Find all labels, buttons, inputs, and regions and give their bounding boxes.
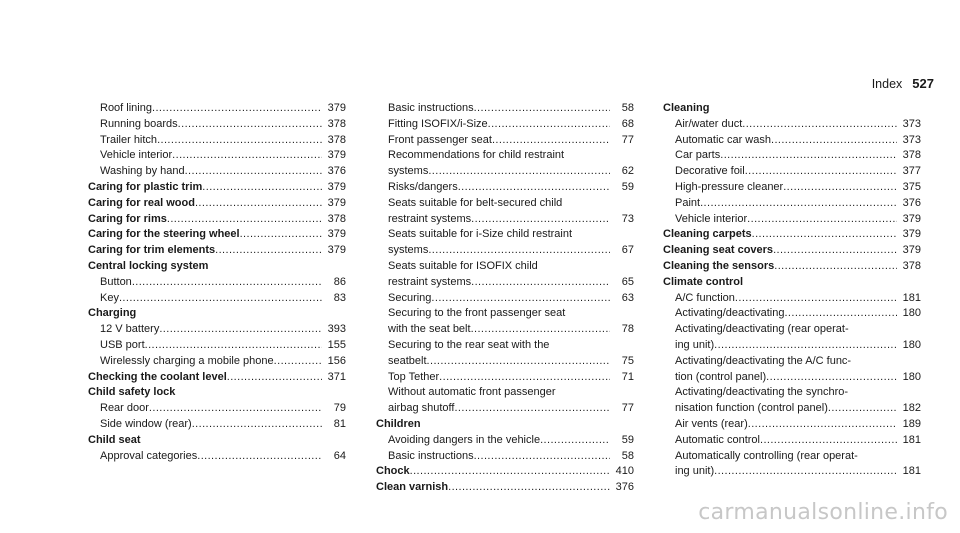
index-entry-main xyxy=(88,196,346,212)
leader-dots xyxy=(748,417,897,433)
index-heading-text: Child seat xyxy=(88,433,141,446)
index-heading xyxy=(663,275,921,291)
entry-page: 375 xyxy=(902,180,921,193)
entry-label: High-pressure cleaner xyxy=(675,180,784,193)
leader-dots xyxy=(752,227,897,243)
leader-dots xyxy=(700,196,897,212)
index-heading xyxy=(88,385,346,401)
entry-page: 58 xyxy=(621,449,634,462)
entry-label: Seats suitable for i-Size child restraint xyxy=(388,228,573,241)
leader-dots xyxy=(428,243,610,259)
index-entry-sub xyxy=(88,133,346,149)
entry-page: 86 xyxy=(333,275,346,288)
index-entry-sub xyxy=(663,196,921,212)
leader-dots xyxy=(474,449,610,465)
index-entry-main xyxy=(88,227,346,243)
index-entry-sub xyxy=(663,180,921,196)
entry-label: Washing by hand xyxy=(100,165,185,178)
index-entry-main xyxy=(376,464,634,480)
entry-page: 180 xyxy=(902,338,921,351)
index-column-2 xyxy=(376,101,634,496)
leader-dots xyxy=(784,306,897,322)
entry-page: 71 xyxy=(621,370,634,383)
entry-page: 376 xyxy=(902,196,921,209)
index-entry-sub xyxy=(376,449,634,465)
leader-dots xyxy=(185,164,322,180)
watermark: carmanualsonline.info xyxy=(698,500,948,525)
entry-page: 379 xyxy=(327,180,346,193)
entry-label: Car parts xyxy=(675,149,721,162)
index-entry-sub xyxy=(88,164,346,180)
leader-dots xyxy=(227,370,322,386)
leader-dots xyxy=(771,133,897,149)
leader-dots xyxy=(471,275,610,291)
entry-label: Securing to the rear seat with the xyxy=(388,338,550,351)
index-heading xyxy=(88,259,346,275)
index-entry-sub xyxy=(376,433,634,449)
entry-page: 78 xyxy=(621,323,634,336)
leader-dots xyxy=(828,401,897,417)
entry-label: Fitting ISOFIX/i-Size xyxy=(388,117,488,130)
index-entry-sub xyxy=(88,275,346,291)
entry-page: 65 xyxy=(621,275,634,288)
index-heading xyxy=(88,433,346,449)
index-entry-main xyxy=(376,480,634,496)
entry-label: Securing to the front passenger seat xyxy=(388,307,566,320)
leader-dots xyxy=(448,480,610,496)
entry-page: 379 xyxy=(902,244,921,257)
entry-label: Activating/deactivating the A/C func- xyxy=(675,354,852,367)
index-entry-sub xyxy=(663,306,921,322)
entry-page: 155 xyxy=(327,338,346,351)
entry-page: 180 xyxy=(902,370,921,383)
leader-dots xyxy=(428,164,610,180)
entry-label: Cleaning carpets xyxy=(663,228,752,241)
entry-label: Avoiding dangers in the vehicle xyxy=(388,433,541,446)
entry-page: 410 xyxy=(615,465,634,478)
entry-page: 189 xyxy=(902,417,921,430)
index-entry-sub xyxy=(376,338,634,370)
index-entry-sub xyxy=(376,370,634,386)
entry-label: systems xyxy=(388,165,429,178)
entry-label: Cleaning seat covers xyxy=(663,244,774,257)
entry-page: 58 xyxy=(621,102,634,114)
leader-dots xyxy=(119,291,322,307)
entry-label: Activating/deactivating the synchro- xyxy=(675,386,849,399)
entry-label: Activating/deactivating xyxy=(675,307,785,320)
entry-label: Vehicle interior xyxy=(100,149,173,162)
index-entry-sub xyxy=(376,385,634,417)
entry-label: 12 V battery xyxy=(100,323,160,336)
leader-dots xyxy=(454,401,610,417)
entry-label: Vehicle interior xyxy=(675,212,748,225)
index-column-3 xyxy=(663,101,921,480)
entry-label: restraint systems xyxy=(388,212,472,225)
leader-dots xyxy=(540,433,610,449)
index-entry-main xyxy=(88,212,346,228)
entry-page: 378 xyxy=(902,259,921,272)
entry-label: Basic instructions xyxy=(388,449,474,462)
entry-label: Side window (rear) xyxy=(100,417,192,430)
entry-label: Securing xyxy=(388,291,432,304)
index-entry-sub xyxy=(88,354,346,370)
leader-dots xyxy=(157,133,322,149)
leader-dots xyxy=(215,243,322,259)
leader-dots xyxy=(167,212,322,228)
entry-page: 75 xyxy=(621,354,634,367)
index-entry-sub xyxy=(376,101,634,117)
entry-label: Caring for trim elements xyxy=(88,244,216,257)
index-heading-text: Charging xyxy=(88,307,137,320)
leader-dots xyxy=(714,464,897,480)
entry-page: 379 xyxy=(327,196,346,209)
entry-page: 371 xyxy=(327,370,346,383)
leader-dots xyxy=(439,370,610,386)
index-entry-sub xyxy=(376,291,634,307)
entry-label: with the seat belt xyxy=(388,323,471,336)
index-entry-sub xyxy=(88,449,346,465)
entry-page: 378 xyxy=(327,212,346,225)
leader-dots xyxy=(152,101,322,117)
leader-dots xyxy=(742,117,897,133)
index-entry-sub xyxy=(376,180,634,196)
entry-label: Risks/dangers xyxy=(388,180,458,193)
entry-label: Seats suitable for belt-secured child xyxy=(388,196,563,209)
entry-page: 77 xyxy=(621,133,634,146)
entry-label: Automatically controlling (rear operat- xyxy=(675,449,858,462)
entry-page: 393 xyxy=(327,323,346,336)
entry-label: Basic instructions xyxy=(388,102,474,114)
entry-page: 376 xyxy=(615,481,634,494)
entry-page: 181 xyxy=(902,465,921,478)
index-entry-main xyxy=(663,243,921,259)
leader-dots xyxy=(172,148,322,164)
entry-label: airbag shutoff xyxy=(388,402,455,415)
leader-dots xyxy=(431,291,610,307)
index-entry-sub xyxy=(88,117,346,133)
entry-page: 373 xyxy=(902,117,921,130)
leader-dots xyxy=(145,338,322,354)
entry-page: 379 xyxy=(327,228,346,241)
index-heading-text: Child safety lock xyxy=(88,386,176,399)
leader-dots xyxy=(471,212,610,228)
leader-dots xyxy=(195,196,322,212)
leader-dots xyxy=(760,433,897,449)
entry-label: Caring for real wood xyxy=(88,196,195,209)
index-heading-text: Cleaning xyxy=(663,102,710,114)
entry-label: Caring for plastic trim xyxy=(88,180,203,193)
entry-label: Key xyxy=(100,291,119,304)
entry-label: ing unit) xyxy=(675,338,715,351)
index-entry-sub xyxy=(663,385,921,417)
entry-label: tion (control panel) xyxy=(675,370,767,383)
entry-page: 67 xyxy=(621,244,634,257)
entry-page: 379 xyxy=(902,228,921,241)
leader-dots xyxy=(774,259,897,275)
leader-dots xyxy=(766,370,897,386)
entry-label: Seats suitable for ISOFIX child xyxy=(388,259,538,272)
entry-label: Running boards xyxy=(100,117,178,130)
entry-label: Recommendations for child restraint xyxy=(388,149,565,162)
entry-label: nisation function (control panel) xyxy=(675,402,828,415)
index-entry-sub xyxy=(88,401,346,417)
leader-dots xyxy=(783,180,897,196)
index-entry-sub xyxy=(663,354,921,386)
entry-page: 180 xyxy=(902,307,921,320)
entry-label: Checking the coolant level xyxy=(88,370,227,383)
leader-dots xyxy=(471,322,610,338)
entry-page: 81 xyxy=(333,417,346,430)
index-heading-text: Climate control xyxy=(663,275,744,288)
leader-dots xyxy=(132,275,322,291)
leader-dots xyxy=(720,148,897,164)
entry-label: Approval categories xyxy=(100,449,198,462)
index-entry-sub xyxy=(663,164,921,180)
entry-page: 64 xyxy=(333,449,346,462)
index-entry-main xyxy=(88,180,346,196)
entry-label: Air/water duct xyxy=(675,117,743,130)
index-entry-sub xyxy=(663,322,921,354)
index-entry-main xyxy=(88,370,346,386)
entry-page: 77 xyxy=(621,402,634,415)
index-entry-main xyxy=(663,227,921,243)
index-entry-sub xyxy=(376,259,634,291)
entry-label: Trailer hitch xyxy=(100,133,158,146)
index-entry-sub xyxy=(663,449,921,481)
entry-page: 379 xyxy=(327,149,346,162)
index-entry-sub xyxy=(663,212,921,228)
index-entry-sub xyxy=(376,133,634,149)
leader-dots xyxy=(714,338,897,354)
index-heading xyxy=(663,101,921,117)
index-entry-main xyxy=(663,259,921,275)
index-entry-sub xyxy=(376,196,634,228)
index-heading-text: Central locking system xyxy=(88,259,209,272)
entry-page: 376 xyxy=(327,165,346,178)
index-column-1 xyxy=(88,101,346,464)
leader-dots xyxy=(773,243,897,259)
entry-page: 379 xyxy=(327,102,346,114)
index-entry-sub xyxy=(376,117,634,133)
leader-dots xyxy=(240,227,322,243)
entry-page: 378 xyxy=(327,117,346,130)
entry-page: 59 xyxy=(621,433,634,446)
entry-page: 379 xyxy=(902,212,921,225)
entry-page: 181 xyxy=(902,433,921,446)
entry-page: 156 xyxy=(327,354,346,367)
index-entry-sub xyxy=(663,433,921,449)
leader-dots xyxy=(202,180,322,196)
index-entry-sub xyxy=(88,101,346,117)
entry-label: Caring for rims xyxy=(88,212,167,225)
leader-dots xyxy=(149,401,322,417)
index-entry-sub xyxy=(376,227,634,259)
leader-dots xyxy=(410,464,610,480)
index-heading xyxy=(88,306,346,322)
leader-dots xyxy=(474,101,610,117)
index-entry-sub xyxy=(88,322,346,338)
index-entry-sub xyxy=(376,148,634,180)
index-entry-sub xyxy=(663,133,921,149)
entry-label: systems xyxy=(388,244,429,257)
leader-dots xyxy=(488,117,610,133)
entry-label: Chock xyxy=(376,465,410,478)
entry-page: 378 xyxy=(902,149,921,162)
entry-label: Activating/deactivating (rear operat- xyxy=(675,323,849,336)
index-entry-sub xyxy=(88,338,346,354)
entry-page: 73 xyxy=(621,212,634,225)
entry-label: ing unit) xyxy=(675,465,715,478)
entry-page: 182 xyxy=(902,402,921,415)
index-entry-sub xyxy=(88,148,346,164)
leader-dots xyxy=(492,133,610,149)
leader-dots xyxy=(159,322,322,338)
entry-label: restraint systems xyxy=(388,275,472,288)
entry-label: Button xyxy=(100,275,132,288)
leader-dots xyxy=(735,291,897,307)
entry-label: Wirelessly charging a mobile phone xyxy=(100,354,274,367)
index-entry-sub xyxy=(663,417,921,433)
entry-label: Cleaning the sensors xyxy=(663,259,775,272)
entry-label: Caring for the steering wheel xyxy=(88,228,240,241)
entry-label: Roof lining xyxy=(100,102,152,114)
index-entry-main xyxy=(88,243,346,259)
entry-page: 63 xyxy=(621,291,634,304)
entry-page: 59 xyxy=(621,180,634,193)
index-entry-sub xyxy=(376,306,634,338)
entry-label: Top Tether xyxy=(388,370,440,383)
entry-page: 373 xyxy=(902,133,921,146)
leader-dots xyxy=(458,180,610,196)
entry-label: Clean varnish xyxy=(376,481,449,494)
entry-label: Paint xyxy=(675,196,701,209)
entry-page: 83 xyxy=(333,291,346,304)
index-entry-sub xyxy=(663,148,921,164)
entry-label: Front passenger seat xyxy=(388,133,492,146)
leader-dots xyxy=(178,117,322,133)
index-heading xyxy=(376,417,634,433)
index-entry-sub xyxy=(663,291,921,307)
page-number: 527 xyxy=(912,76,934,91)
page-header xyxy=(872,76,934,91)
leader-dots xyxy=(274,354,322,370)
leader-dots xyxy=(197,449,322,465)
entry-label: seatbelt xyxy=(388,354,427,367)
index-heading-text: Children xyxy=(376,417,421,430)
entry-label: Automatic control xyxy=(675,433,760,446)
entry-label: Automatic car wash xyxy=(675,133,771,146)
entry-label: Without automatic front passenger xyxy=(388,386,556,399)
entry-label: Decorative foil xyxy=(675,165,745,178)
entry-label: Rear door xyxy=(100,402,149,415)
entry-label: Air vents (rear) xyxy=(675,417,748,430)
entry-page: 79 xyxy=(333,402,346,415)
index-entry-sub xyxy=(88,291,346,307)
entry-page: 378 xyxy=(327,133,346,146)
header-section: Index xyxy=(871,77,903,91)
entry-page: 62 xyxy=(621,165,634,178)
entry-label: A/C function xyxy=(675,291,735,304)
entry-label: USB port xyxy=(100,338,145,351)
entry-page: 379 xyxy=(327,244,346,257)
leader-dots xyxy=(747,212,897,228)
leader-dots xyxy=(192,417,322,433)
entry-page: 377 xyxy=(902,165,921,178)
leader-dots xyxy=(745,164,897,180)
leader-dots xyxy=(427,354,610,370)
entry-page: 68 xyxy=(621,117,634,130)
index-entry-sub xyxy=(88,417,346,433)
entry-page: 181 xyxy=(902,291,921,304)
index-entry-sub xyxy=(663,117,921,133)
